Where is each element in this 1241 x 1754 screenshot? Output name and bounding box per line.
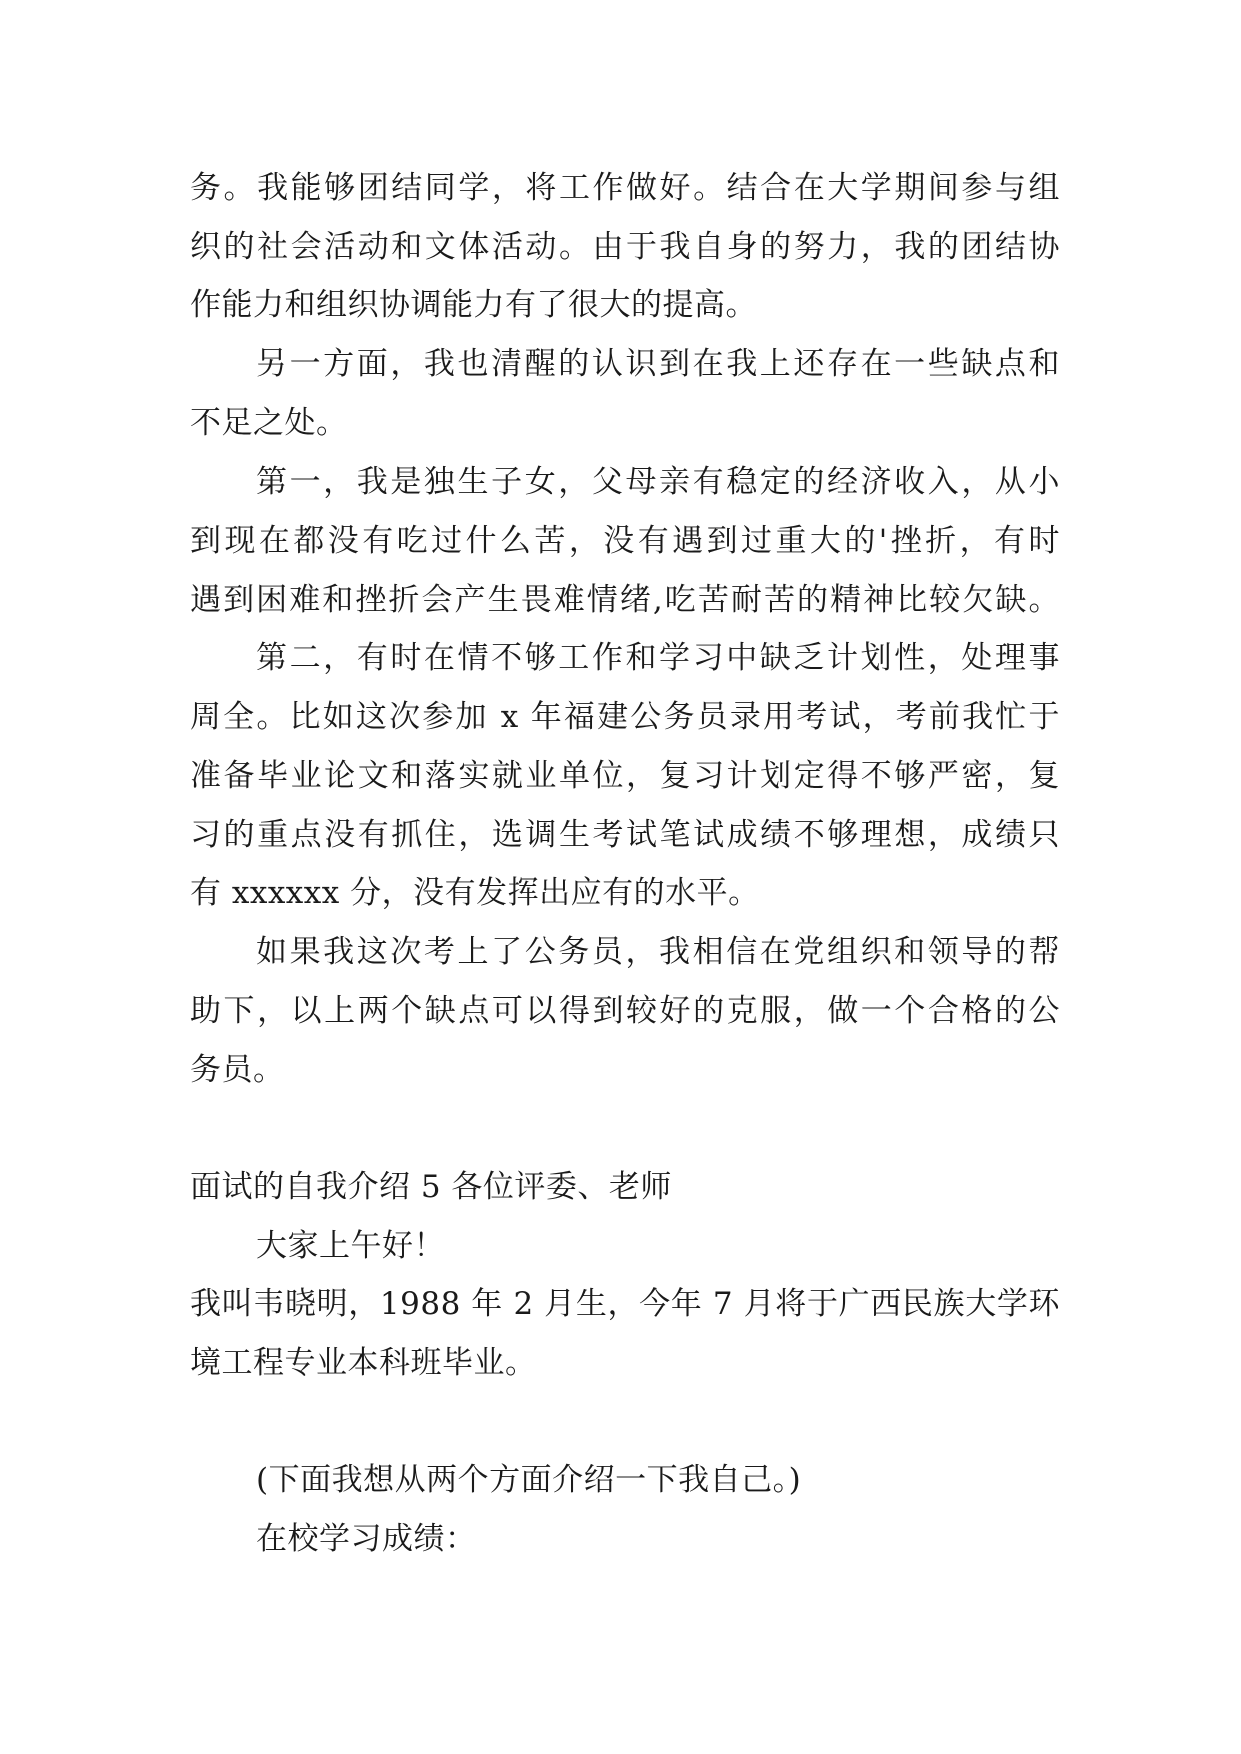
text-line: 助下，以上两个缺点可以得到较好的克服，做一个合格的公 (190, 993, 1060, 1029)
text-line: 我叫韦晓明，1988 年 2 月生，今年 7 月将于广西民族大学环 (190, 1286, 1060, 1322)
greeting-line: 大家上午好！ (256, 1228, 445, 1264)
text-line: 遇到困难和挫折会产生畏难情绪,吃苦耐苦的精神比较欠缺。 (190, 582, 1060, 618)
text-line: 如果我这次考上了公务员，我相信在党组织和领导的帮 (256, 934, 1060, 970)
text-line: 务员。 (190, 1052, 285, 1088)
text-line: 作能力和组织协调能力有了很大的提高。 (190, 287, 757, 323)
text-line: 务。我能够团结同学，将工作做好。结合在大学期间参与组 (190, 170, 1060, 206)
text-line: 到现在都没有吃过什么苦，没有遇到过重大的'挫折，有时 (190, 523, 1060, 559)
text-line: 在校学习成绩： (256, 1521, 477, 1557)
text-line: 第一，我是独生子女，父母亲有稳定的经济收入，从小 (256, 464, 1060, 500)
text-line: 习的重点没有抓住，选调生考试笔试成绩不够理想，成绩只 (190, 817, 1060, 853)
text-line: 有 xxxxxx 分，没有发挥出应有的水平。 (190, 875, 760, 911)
text-line: 不足之处。 (190, 405, 348, 441)
text-line: 周全。比如这次参加 x 年福建公务员录用考试，考前我忙于 (190, 699, 1060, 735)
text-line: 织的社会活动和文体活动。由于我自身的努力，我的团结协 (190, 229, 1060, 265)
text-line: 准备毕业论文和落实就业单位，复习计划定得不够严密，复 (190, 758, 1060, 794)
text-line: 另一方面，我也清醒的认识到在我上还存在一些缺点和 (256, 346, 1060, 382)
text-line: 第二，有时在情不够工作和学习中缺乏计划性，处理事 (256, 640, 1060, 676)
text-line: 境工程专业本科班毕业。 (190, 1345, 537, 1381)
text-line: (下面我想从两个方面介绍一下我自己。) (256, 1462, 802, 1498)
section-heading: 面试的自我介绍 5 各位评委、老师 (190, 1169, 672, 1205)
